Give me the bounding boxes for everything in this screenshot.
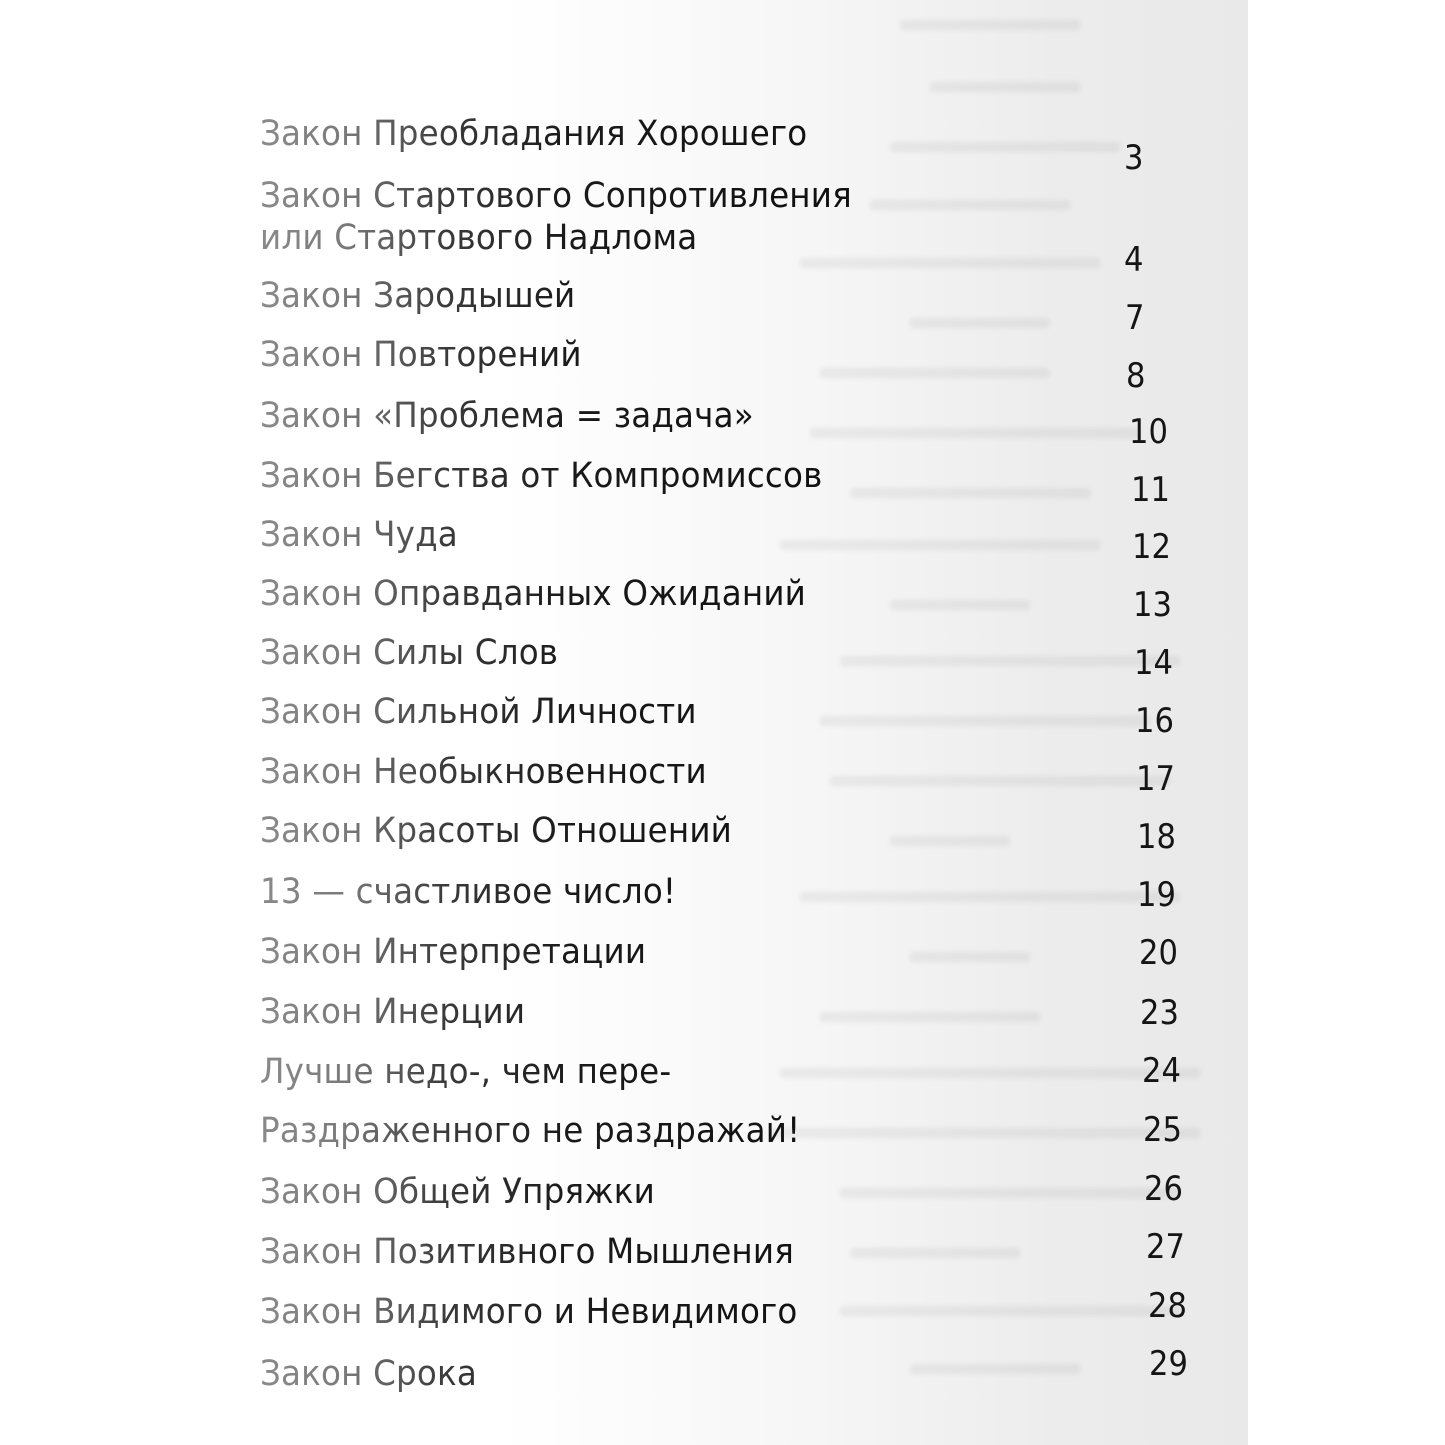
toc-entry-title[interactable]: Закон Общей Упряжки (260, 1172, 655, 1212)
toc-page-number[interactable]: 29 (1149, 1344, 1188, 1384)
toc-page-number[interactable]: 19 (1137, 875, 1176, 915)
toc-page-number[interactable]: 17 (1136, 759, 1175, 799)
toc-entry-title[interactable]: Закон Необыкновенности (260, 752, 707, 792)
toc-page-number[interactable]: 20 (1139, 933, 1178, 973)
toc-page-number[interactable]: 14 (1134, 643, 1173, 683)
toc-page-number[interactable]: 7 (1125, 298, 1145, 338)
toc-entry-title[interactable]: Закон Интерпретации (260, 932, 647, 972)
toc-entry-title[interactable]: Закон Повторений (260, 335, 582, 375)
toc-entry-title[interactable]: Закон Инерции (260, 992, 526, 1032)
toc-page-number[interactable]: 12 (1132, 527, 1171, 567)
toc-entry-title[interactable]: Закон Стартового Сопротивления (260, 176, 852, 216)
toc-entry-title[interactable]: Закон «Проблема = задача» (260, 396, 754, 436)
toc-page-number[interactable]: 28 (1148, 1286, 1187, 1326)
toc-entry-title[interactable]: Закон Сильной Личности (260, 692, 697, 732)
toc-entry-title[interactable]: Закон Чуда (260, 515, 458, 555)
toc-entry-title[interactable]: Раздраженного не раздражай! (260, 1111, 801, 1151)
toc-entry-title[interactable]: Закон Силы Слов (260, 633, 559, 673)
toc-page-number[interactable]: 11 (1131, 470, 1170, 510)
toc-entry-title[interactable]: Закон Преобладания Хорошего (260, 114, 808, 154)
toc-entry-title[interactable]: Закон Позитивного Мышления (260, 1232, 794, 1272)
toc-entry-title[interactable]: Закон Бегства от Компромиссов (260, 456, 823, 496)
toc-entry-title[interactable]: Закон Зародышей (260, 276, 576, 316)
toc-page-number[interactable]: 4 (1124, 240, 1144, 280)
toc-page-number[interactable]: 24 (1142, 1051, 1181, 1091)
toc-entry-title[interactable]: Закон Срока (260, 1354, 477, 1394)
toc-page-number[interactable]: 26 (1144, 1169, 1183, 1209)
toc-entry-title[interactable]: Закон Оправданных Ожиданий (260, 574, 807, 614)
toc-entry-title-line2[interactable]: или Стартового Надлома (260, 218, 698, 258)
toc-page-number[interactable]: 3 (1124, 138, 1144, 178)
toc-page-number[interactable]: 13 (1133, 585, 1172, 625)
toc-entry-title[interactable]: 13 — счастливое число! (260, 872, 677, 912)
toc-entry-title[interactable]: Лучше недо-, чем пере- (260, 1052, 672, 1092)
toc-page-number[interactable]: 23 (1140, 993, 1179, 1033)
toc-entry-title[interactable]: Закон Видимого и Невидимого (260, 1292, 798, 1332)
toc-page-number[interactable]: 10 (1129, 412, 1168, 452)
toc-page-number[interactable]: 27 (1146, 1227, 1185, 1267)
toc-entry-title[interactable]: Закон Красоты Отношений (260, 811, 733, 851)
toc-page-number[interactable]: 8 (1126, 356, 1146, 396)
toc-page-number[interactable]: 16 (1135, 701, 1174, 741)
toc-page-number[interactable]: 18 (1137, 817, 1176, 857)
toc-page-number[interactable]: 25 (1143, 1110, 1182, 1150)
